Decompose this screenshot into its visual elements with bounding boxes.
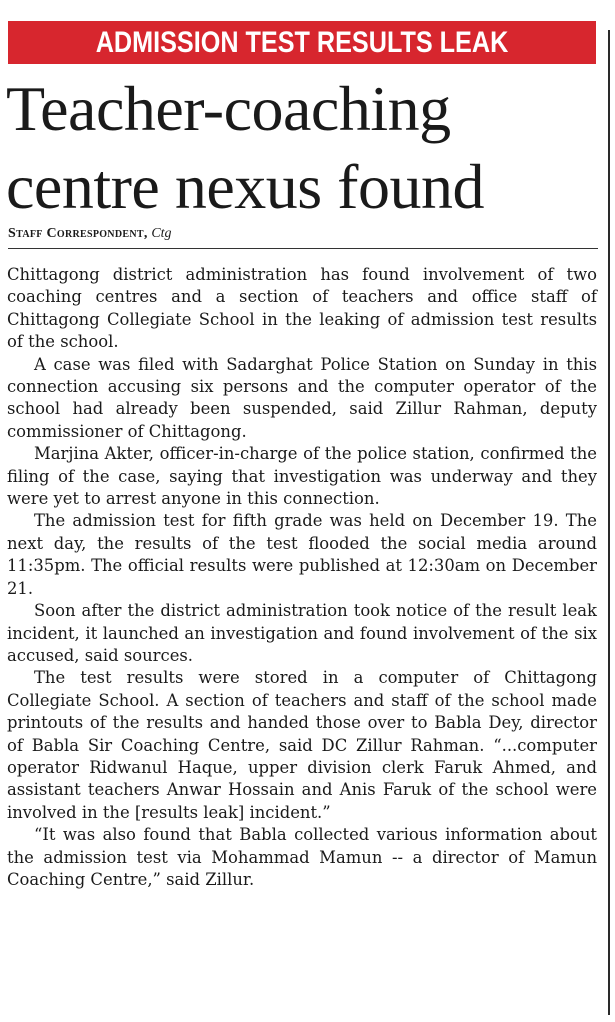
paragraph: The admission test for fifth grade was held on December 19. The next day, the results of the test flooded the social media around 11:35pm. The official results were published at 12:30am on December 21. <box>7 511 597 598</box>
headline: Teacher-coaching centre nexus found <box>6 73 484 222</box>
paragraph: Marjina Akter, officer-in-charge of the police station, confirmed the filing of the case, saying that investigation was underway and they were yet to arrest anyone in this connection. <box>7 444 597 509</box>
paragraph: “It was also found that Babla collected various information about the admission test via Mohammad Mamun -- a director of Mamun Coaching Centre,” said Zillur. <box>7 825 597 889</box>
kicker-banner <box>8 21 596 64</box>
article-body <box>7 264 597 891</box>
kicker-label: ADMISSION TEST RESULTS LEAK <box>95 26 509 59</box>
byline-place: Ctg <box>151 226 172 241</box>
byline <box>8 224 598 249</box>
paragraph: Chittagong district administration has found involvement of two coaching centres and a section of teachers and office staff of Chittagong Collegiate School in the leaking of admission test results of the school. <box>7 265 597 352</box>
byline-author: Staff Correspondent <box>8 226 144 241</box>
paragraph: The test results were stored in a computer of Chittagong Collegiate School. A section of teachers and staff of the school made printouts of the results and handed those over to Babla Dey, director of Babla Sir Coaching Centre, said DC Zillur Rahman. “...computer operator Ridwanul Haque, upper division clerk Faruk Ahmed, and assistant teachers Anwar Hossain and Anis Faruk of the school were involved in the [results leak] incident.” <box>7 668 597 822</box>
paragraph: A case was filed with Sadarghat Police Station on Sunday in this connection accusing six persons and the computer operator of the school had already been suspended, said Zillur Rahman, deputy commissioner of Chittagong. <box>7 354 597 441</box>
column-rule <box>608 30 610 1015</box>
paragraph: Soon after the district administration took notice of the result leak incident, it launched an investigation and found involvement of the six accused, said sources. <box>7 601 597 665</box>
byline-separator: , <box>143 226 148 241</box>
